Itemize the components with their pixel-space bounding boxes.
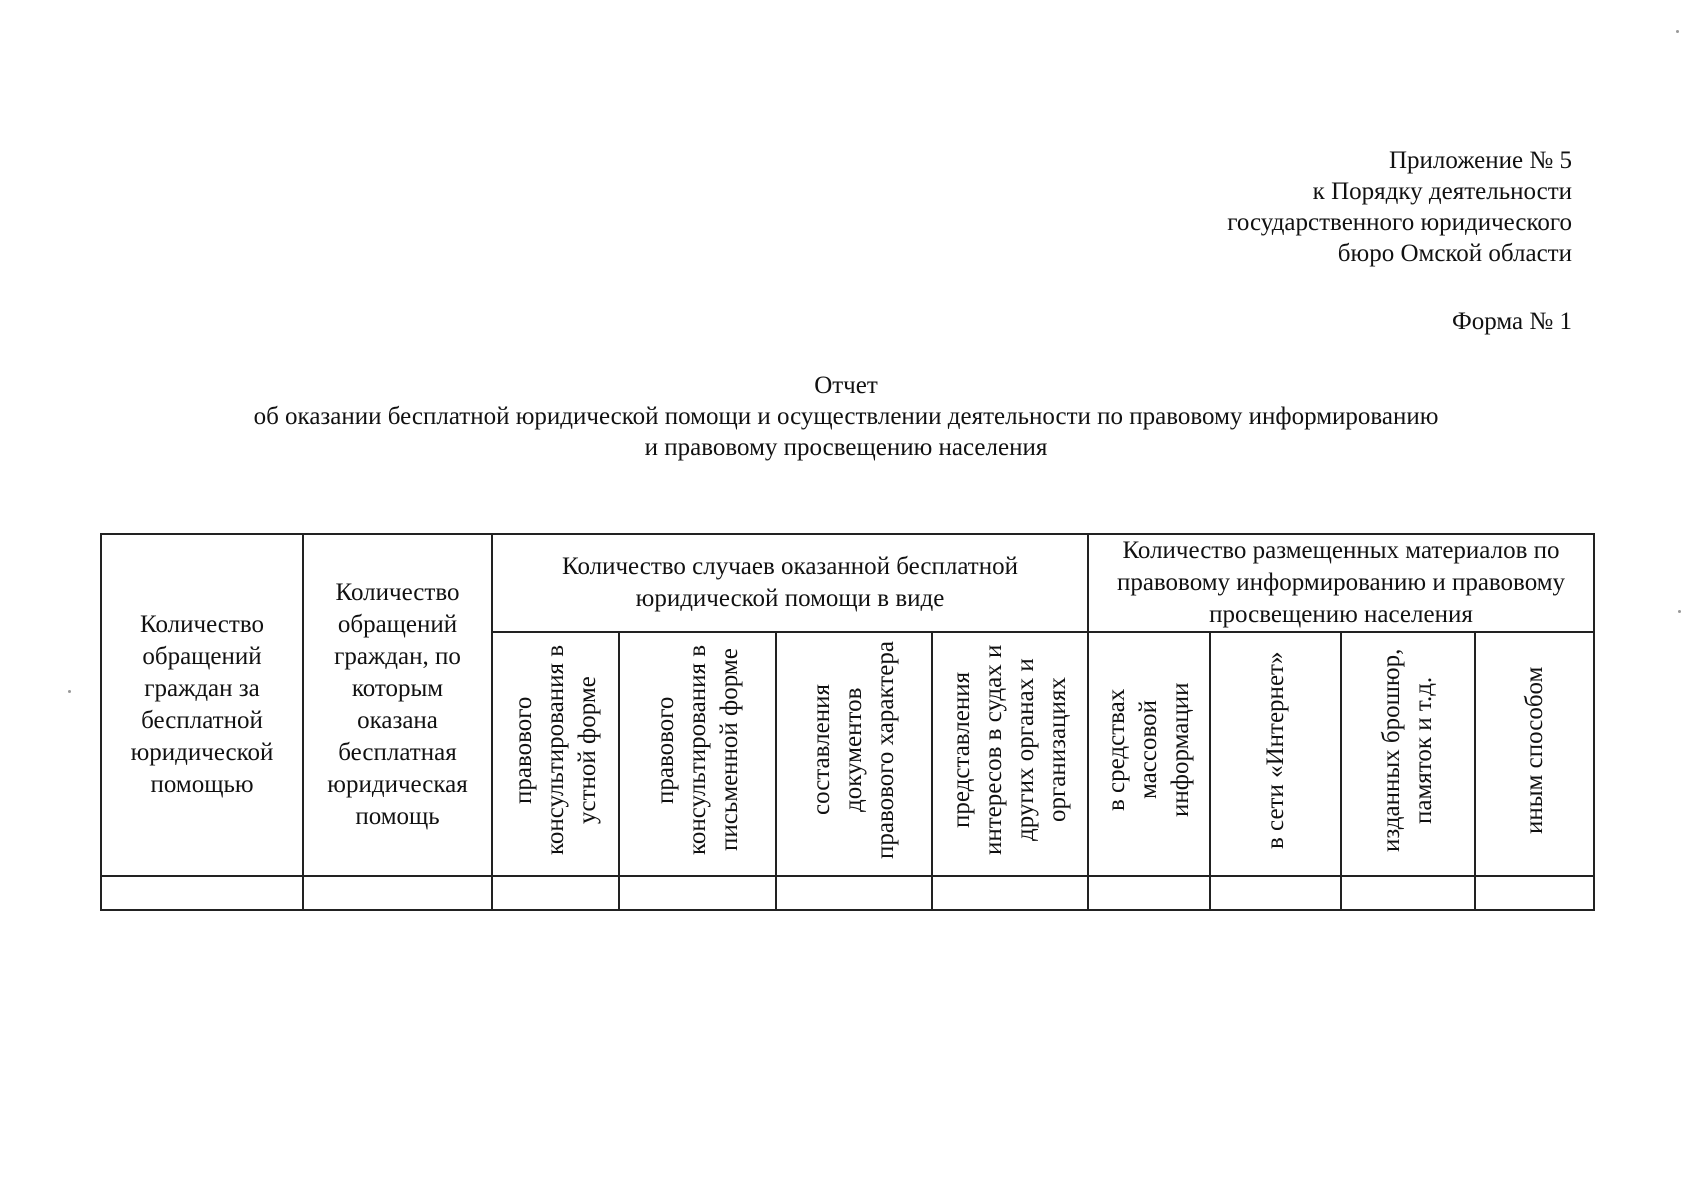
subheader-cell [1088,632,1210,876]
appendix-line: к Порядку деятельности [1312,178,1572,205]
subheader-cell [619,632,776,876]
subheader-text: иным способом [1520,665,1548,834]
subheader-text: изданных брошюр, памяток и т.д. [1378,647,1437,852]
appendix-reference [1227,145,1572,269]
data-cell[interactable] [492,876,619,910]
report-heading: Отчет [814,372,878,399]
report-table [100,533,1595,911]
header-group-text: Количество размещенных материалов по правовому информированию и правовому просвещению населения [1116,537,1566,628]
data-cell[interactable] [932,876,1088,910]
report-subtitle-line-2: и правовому просвещению населения [644,434,1048,461]
data-cell[interactable] [1088,876,1210,910]
subheader-cell [776,632,932,876]
report-title [0,370,1692,463]
subheader-text: правового консультирования в устной форме [509,644,601,855]
subheader-cell [1341,632,1475,876]
header-cell-served-requests [303,534,492,876]
subheader-cell [932,632,1088,876]
subheader-text: составления документов правового характера [808,640,899,859]
data-cell[interactable] [619,876,776,910]
header-text: Количество обращений граждан за бесплатной юридической помощью [130,611,274,798]
scan-speck [68,690,71,693]
appendix-line: Приложение № 5 [1388,147,1572,174]
data-cell[interactable] [776,876,932,910]
subheader-text: в сети «Интернет» [1261,650,1289,849]
header-group-materials [1088,534,1594,632]
report-subtitle-line-1: об оказании бесплатной юридической помощи и осуществлении деятельности по правовому информированию [253,403,1439,430]
form-number: Форма № 1 [1452,308,1572,335]
header-group-text: Количество случаев оказанной бесплатной юридической помощи в виде [562,553,1018,612]
scan-speck [1678,610,1681,613]
data-cell[interactable] [101,876,303,910]
appendix-line: бюро Омской области [1337,240,1572,267]
data-cell[interactable] [1341,876,1475,910]
subheader-text: правового консультирования в письменной форме [651,644,743,855]
table-header-row [101,534,1594,632]
subheader-text: в средствах массовой информации [1103,682,1194,817]
subheader-text: представления интересов в судах и других органах и организациях [948,644,1071,855]
subheader-cell [1475,632,1594,876]
table-data-row [101,876,1594,910]
data-cell[interactable] [1210,876,1341,910]
header-group-legal-help [492,534,1088,632]
header-text: Количество обращений граждан, по которым оказана бесплатная юридическая помощь [327,579,468,830]
data-cell[interactable] [303,876,492,910]
subheader-cell [492,632,619,876]
header-cell-total-requests [101,534,303,876]
data-cell[interactable] [1475,876,1594,910]
scan-speck [1676,30,1679,33]
subheader-cell [1210,632,1341,876]
appendix-line: государственного юридического [1227,209,1572,236]
